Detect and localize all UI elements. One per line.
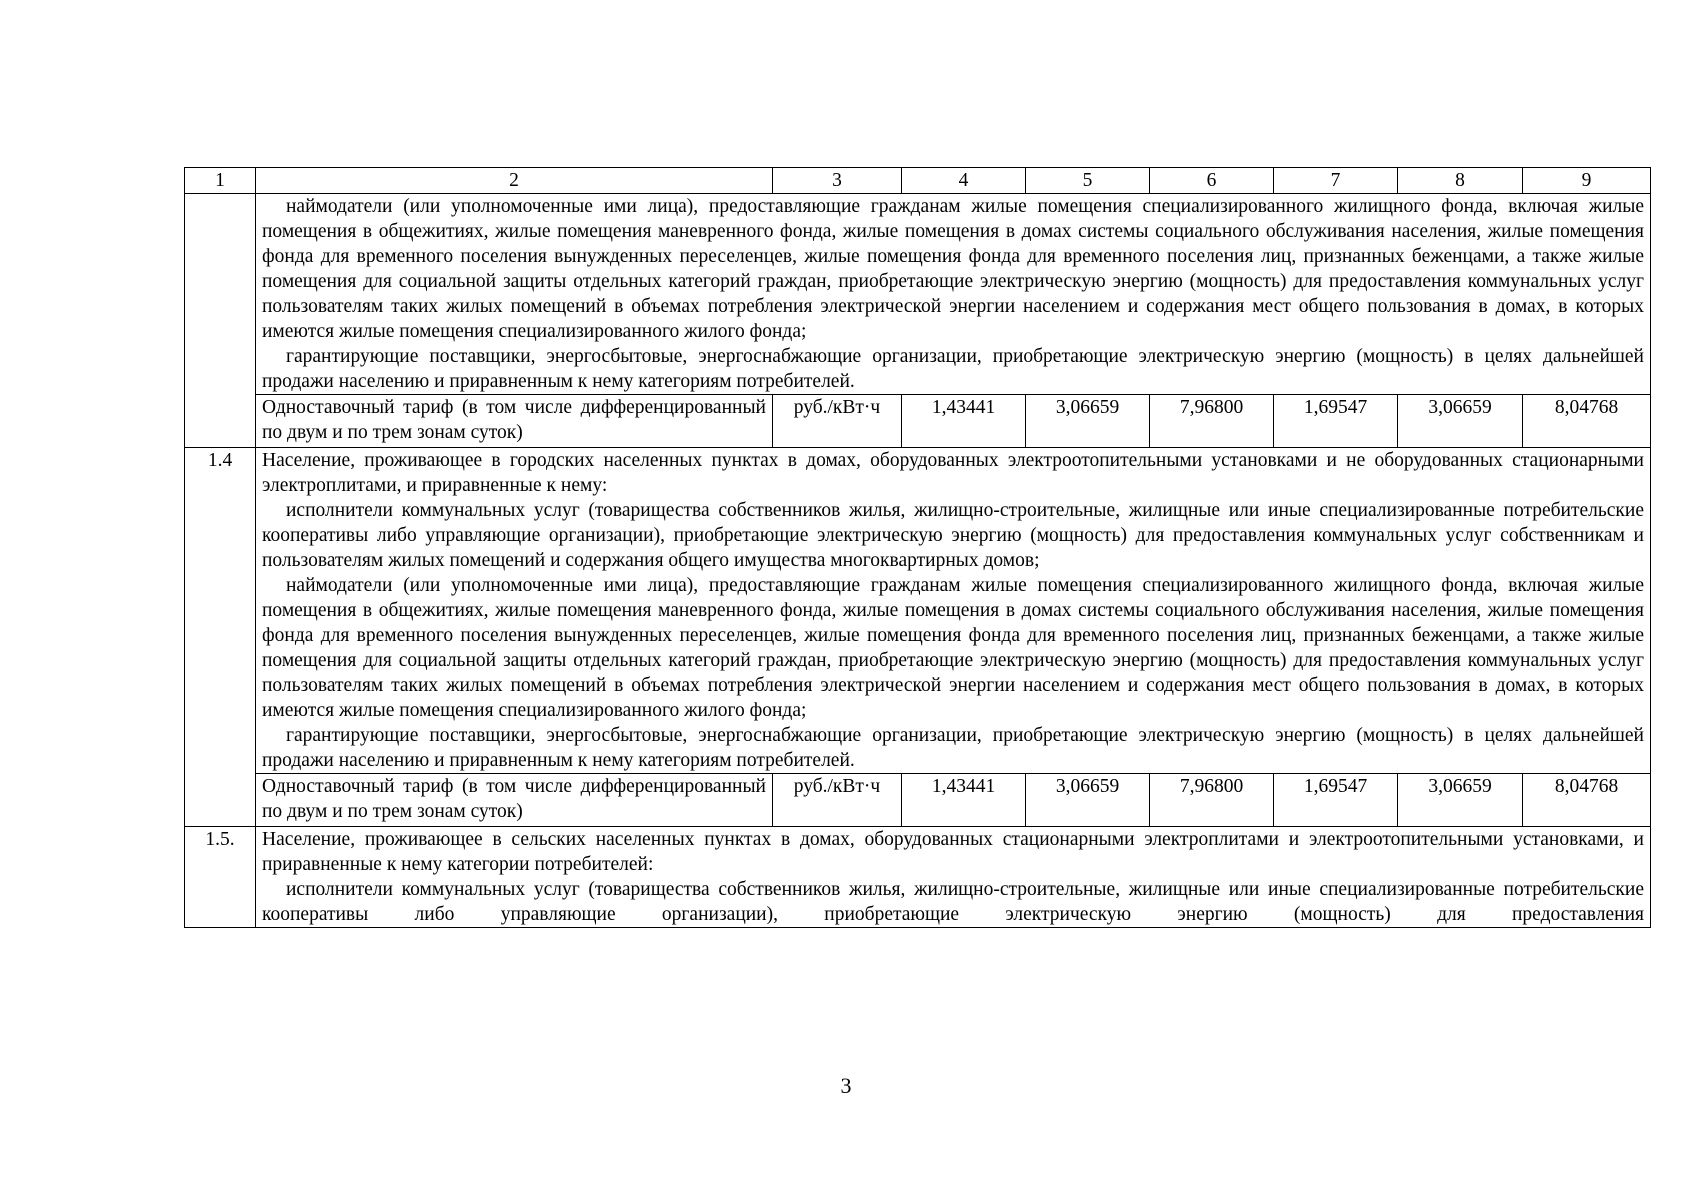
tariff-value: 3,06659 — [1398, 774, 1523, 827]
tariff-value: 1,69547 — [1274, 395, 1398, 448]
column-number-9: 9 — [1523, 168, 1651, 194]
tariff-row — [185, 395, 1651, 448]
section-description — [256, 448, 1651, 774]
tariff-value: 1,43441 — [902, 395, 1026, 448]
tariff-value: 8,04768 — [1523, 774, 1651, 827]
column-number-4: 4 — [902, 168, 1026, 194]
tariff-name: Одноставочный тариф (в том числе дифференцированный по двум и по трем зонам суток) — [256, 774, 773, 827]
row-number-empty — [185, 194, 256, 448]
tariff-unit: руб./кВт·ч — [773, 395, 902, 448]
tariff-value: 3,06659 — [1398, 395, 1523, 448]
page-number: 3 — [840, 1073, 852, 1098]
tariff-unit: руб./кВт·ч — [773, 774, 902, 827]
column-number-1: 1 — [185, 168, 256, 194]
section-1-4-description-row — [185, 448, 1651, 774]
column-number-8: 8 — [1398, 168, 1523, 194]
tariff-value: 1,43441 — [902, 774, 1026, 827]
row-number: 1.5. — [185, 827, 256, 928]
column-number-3: 3 — [773, 168, 902, 194]
tariff-value: 3,06659 — [1026, 395, 1150, 448]
paragraph: наймодатели (или уполномоченные ими лица), предоставляющие гражданам жилые помещения специализированного жилищного фонда, включая жилые помещения в общежитиях, жилые помещения маневренного фонда, жилые помещения в домах системы социального обслуживания населения, жилые помещения фонда для временного поселения вынужденных переселенцев, жилые помещения фонда для временного поселения лиц, признанных беженцами, а также жилые помещения для социальной защиты отдельных категорий граждан, приобретающие электрическую энергию (мощность) для предоставления коммунальных услуг пользователям таких жилых помещений в объемах потребления электрической энергии населением и содержания мест общего пользования в домах, в которых имеются жилые помещения специализированного жилого фонда; — [262, 196, 1644, 342]
section-1-5-description-row — [185, 827, 1651, 928]
tariff-value: 8,04768 — [1523, 395, 1651, 448]
paragraph: Население, проживающее в сельских населенных пунктах в домах, оборудованных стационарными электроплитами и электроотопительными установками, и приравненные к нему категории потребителей: — [262, 829, 1644, 875]
tariff-value: 1,69547 — [1274, 774, 1398, 827]
paragraph: исполнители коммунальных услуг (товарищества собственников жилья, жилищно-строительные, жилищные или иные специализированные потребительские кооперативы либо управляющие организации), приобретающие электрическую энергию (мощность) для предоставления коммунальных услуг собственникам и пользователям жилых помещений и содержания общего имущества многоквартирных домов; — [262, 500, 1644, 571]
tariff-value: 7,96800 — [1150, 774, 1274, 827]
tariff-value: 3,06659 — [1026, 774, 1150, 827]
column-number-7: 7 — [1274, 168, 1398, 194]
continued-description-row — [185, 194, 1651, 395]
tariff-table — [184, 167, 1651, 928]
section-description — [256, 827, 1651, 928]
continued-description — [256, 194, 1651, 395]
tariff-name: Одноставочный тариф (в том числе дифференцированный по двум и по трем зонам суток) — [256, 395, 773, 448]
paragraph: гарантирующие поставщики, энергосбытовые, энергоснабжающие организации, приобретающие электрическую энергию (мощность) в целях дальнейшей продажи населению и приравненным к нему категориям потребителей. — [262, 725, 1644, 771]
column-number-2: 2 — [256, 168, 773, 194]
paragraph: наймодатели (или уполномоченные ими лица), предоставляющие гражданам жилые помещения специализированного жилищного фонда, включая жилые помещения в общежитиях, жилые помещения маневренного фонда, жилые помещения в домах системы социального обслуживания населения, жилые помещения фонда для временного поселения вынужденных переселенцев, жилые помещения фонда для временного поселения лиц, признанных беженцами, а также жилые помещения для социальной защиты отдельных категорий граждан, приобретающие электрическую энергию (мощность) для предоставления коммунальных услуг пользователям таких жилых помещений в объемах потребления электрической энергии населением и содержания мест общего пользования в домах, в которых имеются жилые помещения специализированного жилого фонда; — [262, 575, 1644, 721]
column-number-5: 5 — [1026, 168, 1150, 194]
row-number: 1.4 — [185, 448, 256, 827]
paragraph: гарантирующие поставщики, энергосбытовые, энергоснабжающие организации, приобретающие электрическую энергию (мощность) в целях дальнейшей продажи населению и приравненным к нему категориям потребителей. — [262, 346, 1644, 392]
header-row — [185, 168, 1651, 194]
paragraph: Население, проживающее в городских населенных пунктах в домах, оборудованных электроотопительными установками и не оборудованных стационарными электроплитами, и приравненные к нему: — [262, 450, 1644, 496]
paragraph: исполнители коммунальных услуг (товарищества собственников жилья, жилищно-строительные, жилищные или иные специализированные потребительские кооперативы либо управляющие организации), приобретающие электрическую энергию (мощность) для предоставления — [262, 879, 1644, 925]
column-number-6: 6 — [1150, 168, 1274, 194]
tariff-value: 7,96800 — [1150, 395, 1274, 448]
tariff-row — [185, 774, 1651, 827]
